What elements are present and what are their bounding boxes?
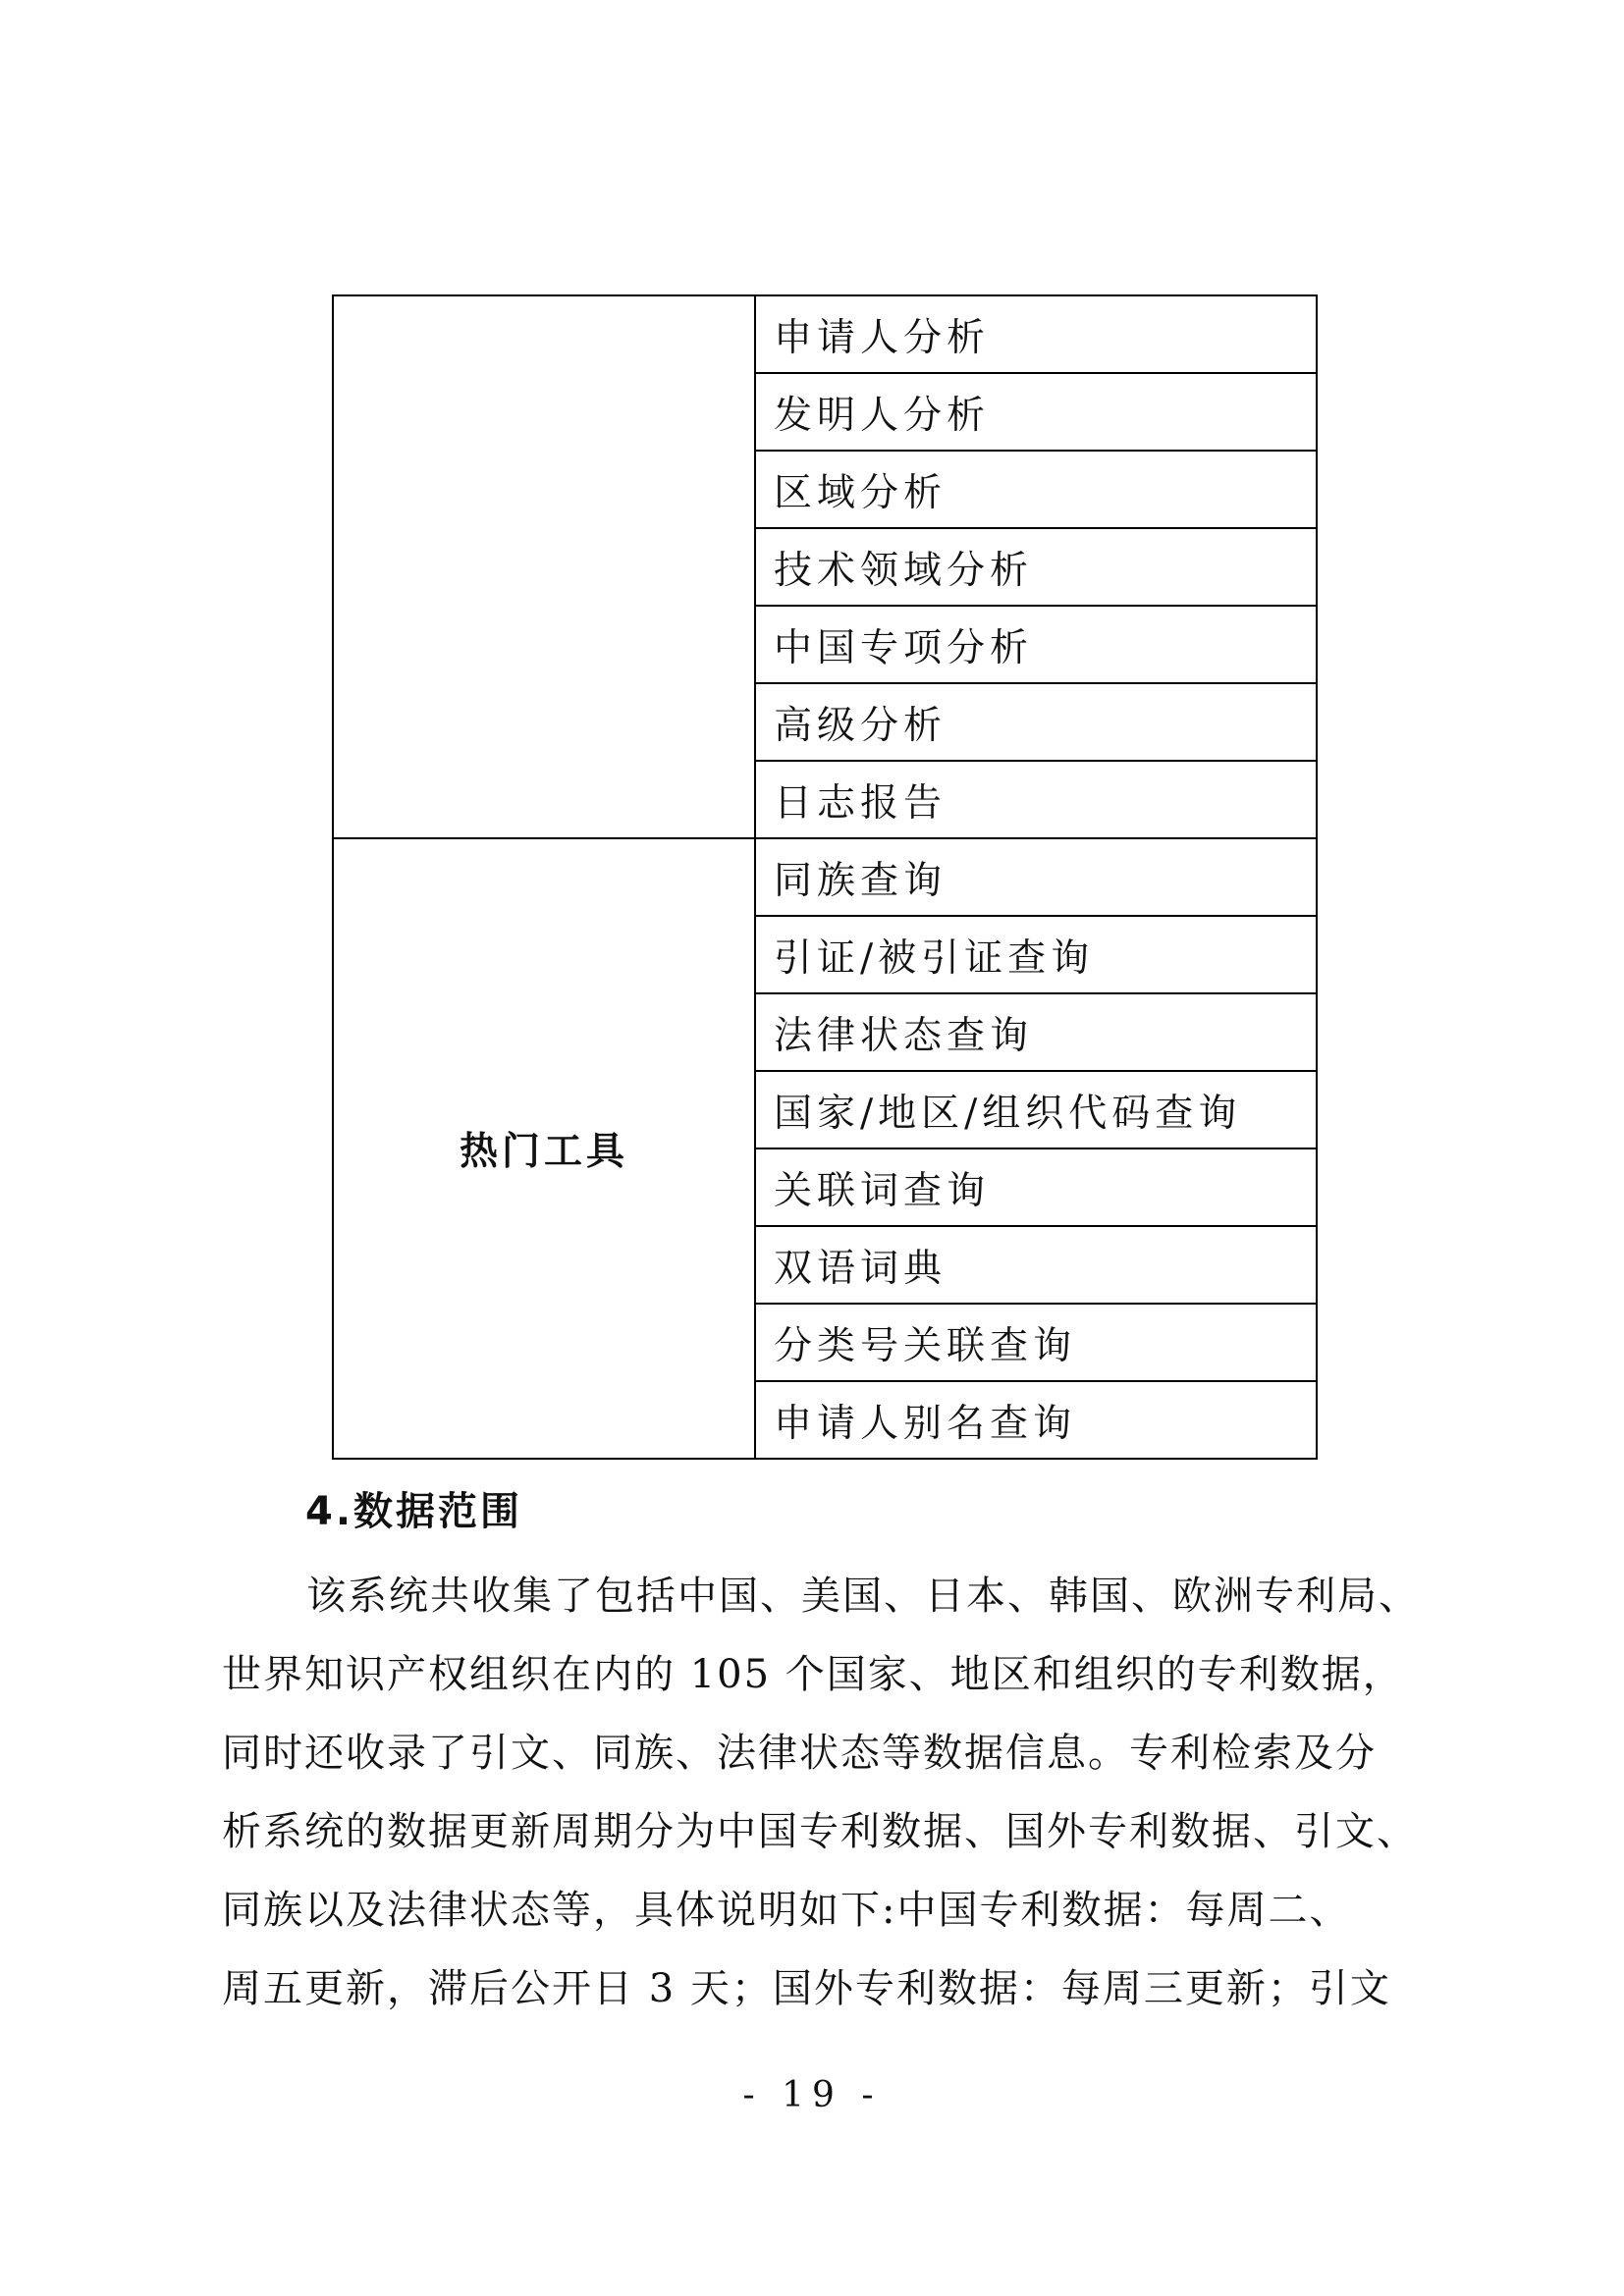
section-heading: 4.数据范围 <box>305 1489 523 1534</box>
paragraph-line: 该系统共收集了包括中国、美国、日本、韩国、欧洲专利局、 <box>306 1574 1420 1619</box>
table-cell: 双语词典 <box>755 1226 1317 1304</box>
paragraph-line: 同族以及法律状态等，具体说明如下:中国专利数据：每周二、 <box>222 1888 1351 1933</box>
paragraph-line: 同时还收录了引文、同族、法律状态等数据信息。专利检索及分 <box>222 1731 1377 1776</box>
table-cell: 申请人分析 <box>755 295 1317 373</box>
table-cell: 高级分析 <box>755 683 1317 761</box>
category-cell-empty <box>333 295 755 838</box>
page-number: - 19 - <box>742 2075 882 2115</box>
table-cell: 申请人别名查询 <box>755 1381 1317 1459</box>
analysis-tools-table <box>332 294 1318 1460</box>
paragraph-line: 世界知识产权组织在内的 105 个国家、地区和组织的专利数据， <box>222 1652 1404 1697</box>
table-cell: 技术领域分析 <box>755 528 1317 606</box>
table-cell: 分类号关联查询 <box>755 1304 1317 1381</box>
category-cell-hot-tools: 热门工具 <box>333 838 755 1459</box>
table-cell: 同族查询 <box>755 838 1317 916</box>
paragraph-line: 析系统的数据更新周期分为中国专利数据、国外专利数据、引文、 <box>222 1809 1418 1854</box>
table-cell: 日志报告 <box>755 761 1317 838</box>
table-cell: 发明人分析 <box>755 373 1317 451</box>
table-cell: 中国专项分析 <box>755 606 1317 683</box>
table-cell: 法律状态查询 <box>755 993 1317 1071</box>
table-cell: 国家/地区/组织代码查询 <box>755 1071 1317 1148</box>
table-cell: 引证/被引证查询 <box>755 916 1317 993</box>
table-row <box>333 838 1317 916</box>
table-cell: 区域分析 <box>755 451 1317 528</box>
table-row <box>333 295 1317 373</box>
paragraph-line: 周五更新，滞后公开日 3 天；国外专利数据：每周三更新；引文 <box>222 1966 1391 2011</box>
table-cell: 关联词查询 <box>755 1148 1317 1226</box>
body-paragraph <box>222 1557 1420 2028</box>
